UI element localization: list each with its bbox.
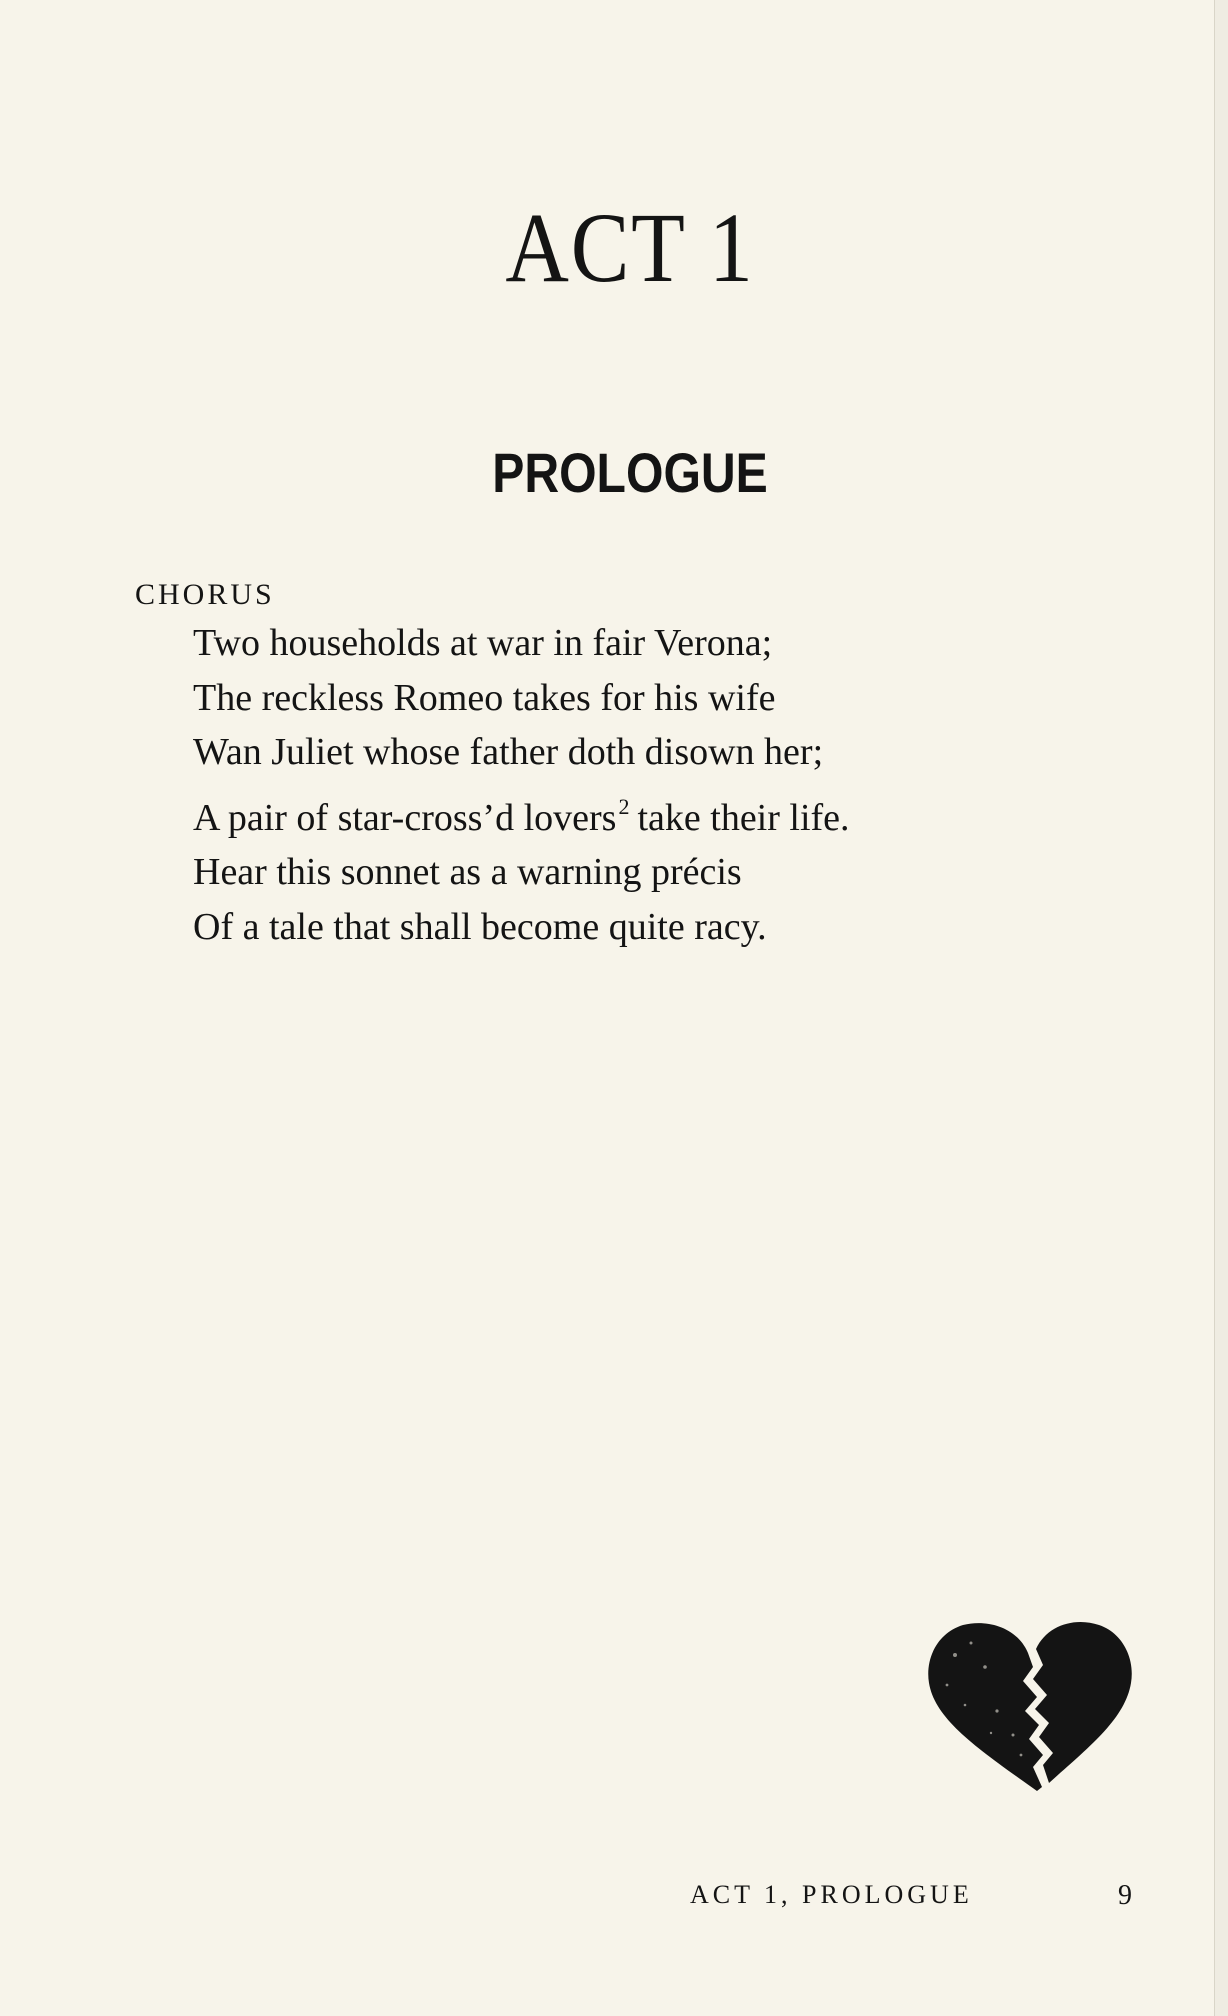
page-number: 9	[1118, 1880, 1132, 1911]
act-title: ACT 1	[505, 192, 755, 303]
verse-line: Two households at war in fair Verona;	[193, 622, 773, 664]
verse-line: Of a tale that shall become quite racy.	[193, 905, 767, 948]
broken-heart-icon	[925, 1615, 1135, 1795]
section-title: PROLOGUE	[492, 441, 768, 504]
speaker-name: CHORUS	[135, 578, 275, 611]
running-footer: ACT 1, PROLOGUE	[690, 1880, 973, 1909]
verse-line	[193, 780, 850, 846]
verse-line-text: take their life.	[637, 796, 850, 839]
verse-line-text: A pair of star-cross’d lovers	[193, 796, 617, 839]
footnote-marker[interactable]: 2	[618, 793, 630, 819]
verse-line: Wan Juliet whose father doth disown her;	[193, 731, 824, 773]
verse-line: Hear this sonnet as a warning précis	[193, 851, 742, 893]
verse-block	[193, 616, 850, 954]
verse-line: The reckless Romeo takes for his wife	[193, 676, 776, 719]
